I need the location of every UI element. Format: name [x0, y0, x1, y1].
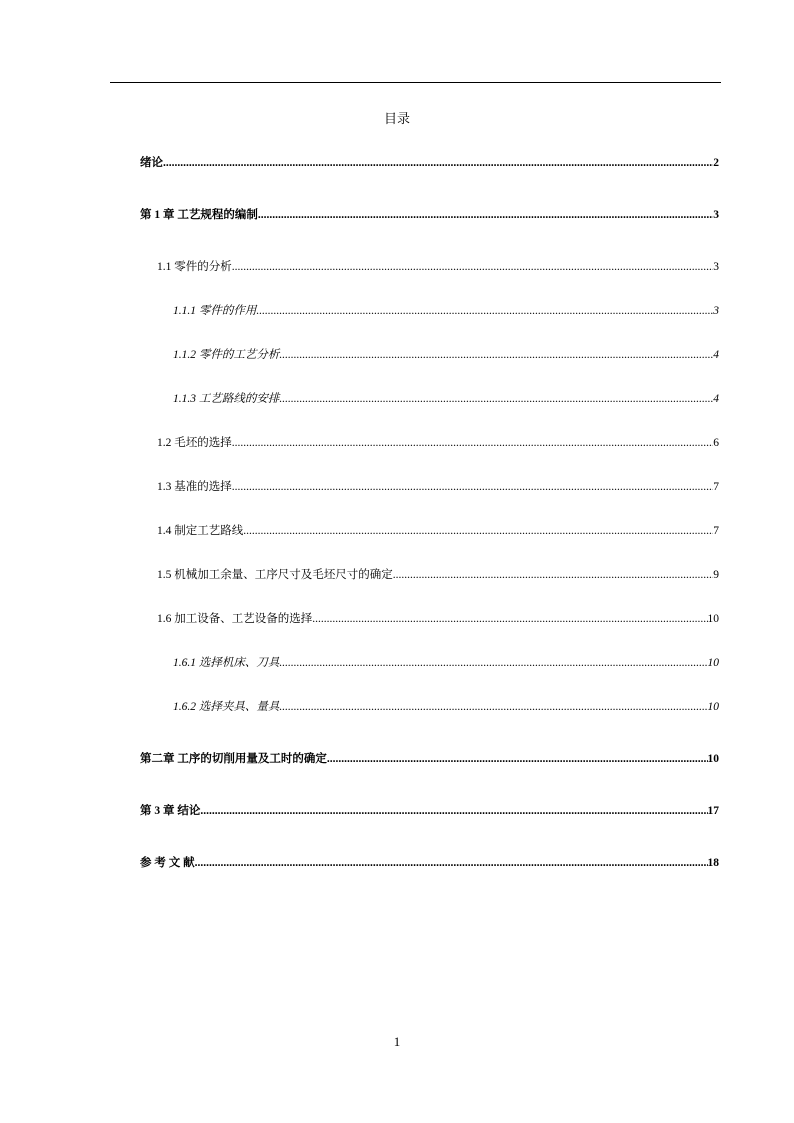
toc-entry-1-1[interactable] [157, 259, 719, 275]
toc-entry-1-2[interactable] [157, 435, 719, 451]
toc-entry-label: 1.6.1 选择机床、刀具 [173, 657, 280, 669]
dot-leader [232, 435, 714, 451]
toc-entry-page: 3 [713, 305, 719, 317]
toc-entry-chapter-1[interactable] [140, 207, 719, 223]
toc-entry-label: 1.6 加工设备、工艺设备的选择 [157, 613, 313, 625]
toc-entry-chapter-2[interactable] [140, 751, 719, 767]
toc-entry-label: 第 1 章 工艺规程的编制 [140, 209, 258, 221]
dot-leader [279, 391, 713, 407]
toc-entry-label: 1.1 零件的分析 [157, 261, 232, 273]
toc-entry-1-1-2[interactable] [173, 347, 719, 363]
toc-entry-references[interactable] [140, 855, 719, 871]
dot-leader [232, 479, 714, 495]
toc-entry-page: 7 [713, 481, 719, 493]
toc-entry-1-6[interactable] [157, 611, 719, 627]
page-number: 1 [393, 1034, 401, 1049]
toc-entry-label: 1.1.3 工艺路线的安排 [173, 393, 280, 405]
toc-entry-label: 第 3 章 结论 [140, 805, 201, 817]
toc-entry-page: 10 [707, 613, 719, 625]
toc-entry-label: 1.3 基准的选择 [157, 481, 232, 493]
dot-leader [195, 855, 708, 871]
toc-entry-page: 18 [707, 857, 719, 869]
toc-entry-1-6-2[interactable] [173, 699, 719, 715]
dot-leader [200, 803, 707, 819]
toc-entry-page: 2 [713, 157, 719, 169]
toc-entry-label: 1.1.2 零件的工艺分析 [173, 349, 280, 361]
toc-entry-page: 4 [713, 393, 719, 405]
toc-entry-label: 参 考 文 献 [140, 857, 195, 869]
dot-leader [279, 655, 707, 671]
dot-leader [258, 207, 713, 223]
toc-entry-page: 3 [713, 261, 719, 273]
dot-leader [279, 347, 713, 363]
toc-entry-1-1-3[interactable] [173, 391, 719, 407]
dot-leader [243, 523, 713, 539]
toc-entry-label: 1.6.2 选择夹具、量具 [173, 701, 280, 713]
toc-entry-page: 3 [713, 209, 719, 221]
toc-entry-1-5[interactable] [157, 567, 719, 583]
toc-entry-page: 6 [713, 437, 719, 449]
toc-entry-1-1-1[interactable] [173, 303, 719, 319]
toc-entry-page: 10 [707, 753, 719, 765]
header-rule [110, 82, 721, 83]
toc-entry-label: 1.5 机械加工余量、工序尺寸及毛坯尺寸的确定 [157, 569, 393, 581]
dot-leader [232, 259, 714, 275]
dot-leader [279, 699, 707, 715]
toc-entry-1-6-1[interactable] [173, 655, 719, 671]
toc-entry-introduction[interactable] [140, 155, 719, 171]
toc-title: 目录 [383, 111, 410, 126]
dot-leader [393, 567, 714, 583]
toc-entry-label: 1.2 毛坯的选择 [157, 437, 232, 449]
toc-entry-label: 1.4 制定工艺路线 [157, 525, 244, 537]
toc-entry-label: 绪论 [140, 157, 163, 169]
toc-entry-label: 1.1.1 零件的作用 [173, 305, 257, 317]
dot-leader [256, 303, 713, 319]
toc-entry-page: 4 [713, 349, 719, 361]
toc-entry-page: 9 [713, 569, 719, 581]
dot-leader [327, 751, 708, 767]
toc-entry-1-4[interactable] [157, 523, 719, 539]
toc-entry-page: 7 [713, 525, 719, 537]
toc-entry-page: 10 [707, 701, 719, 713]
dot-leader [312, 611, 707, 627]
dot-leader [163, 155, 713, 171]
toc-entry-label: 第二章 工序的切削用量及工时的确定 [140, 753, 327, 765]
toc-entry-chapter-3[interactable] [140, 803, 719, 819]
toc-entry-1-3[interactable] [157, 479, 719, 495]
toc-entry-page: 17 [707, 805, 719, 817]
toc-entry-page: 10 [707, 657, 719, 669]
